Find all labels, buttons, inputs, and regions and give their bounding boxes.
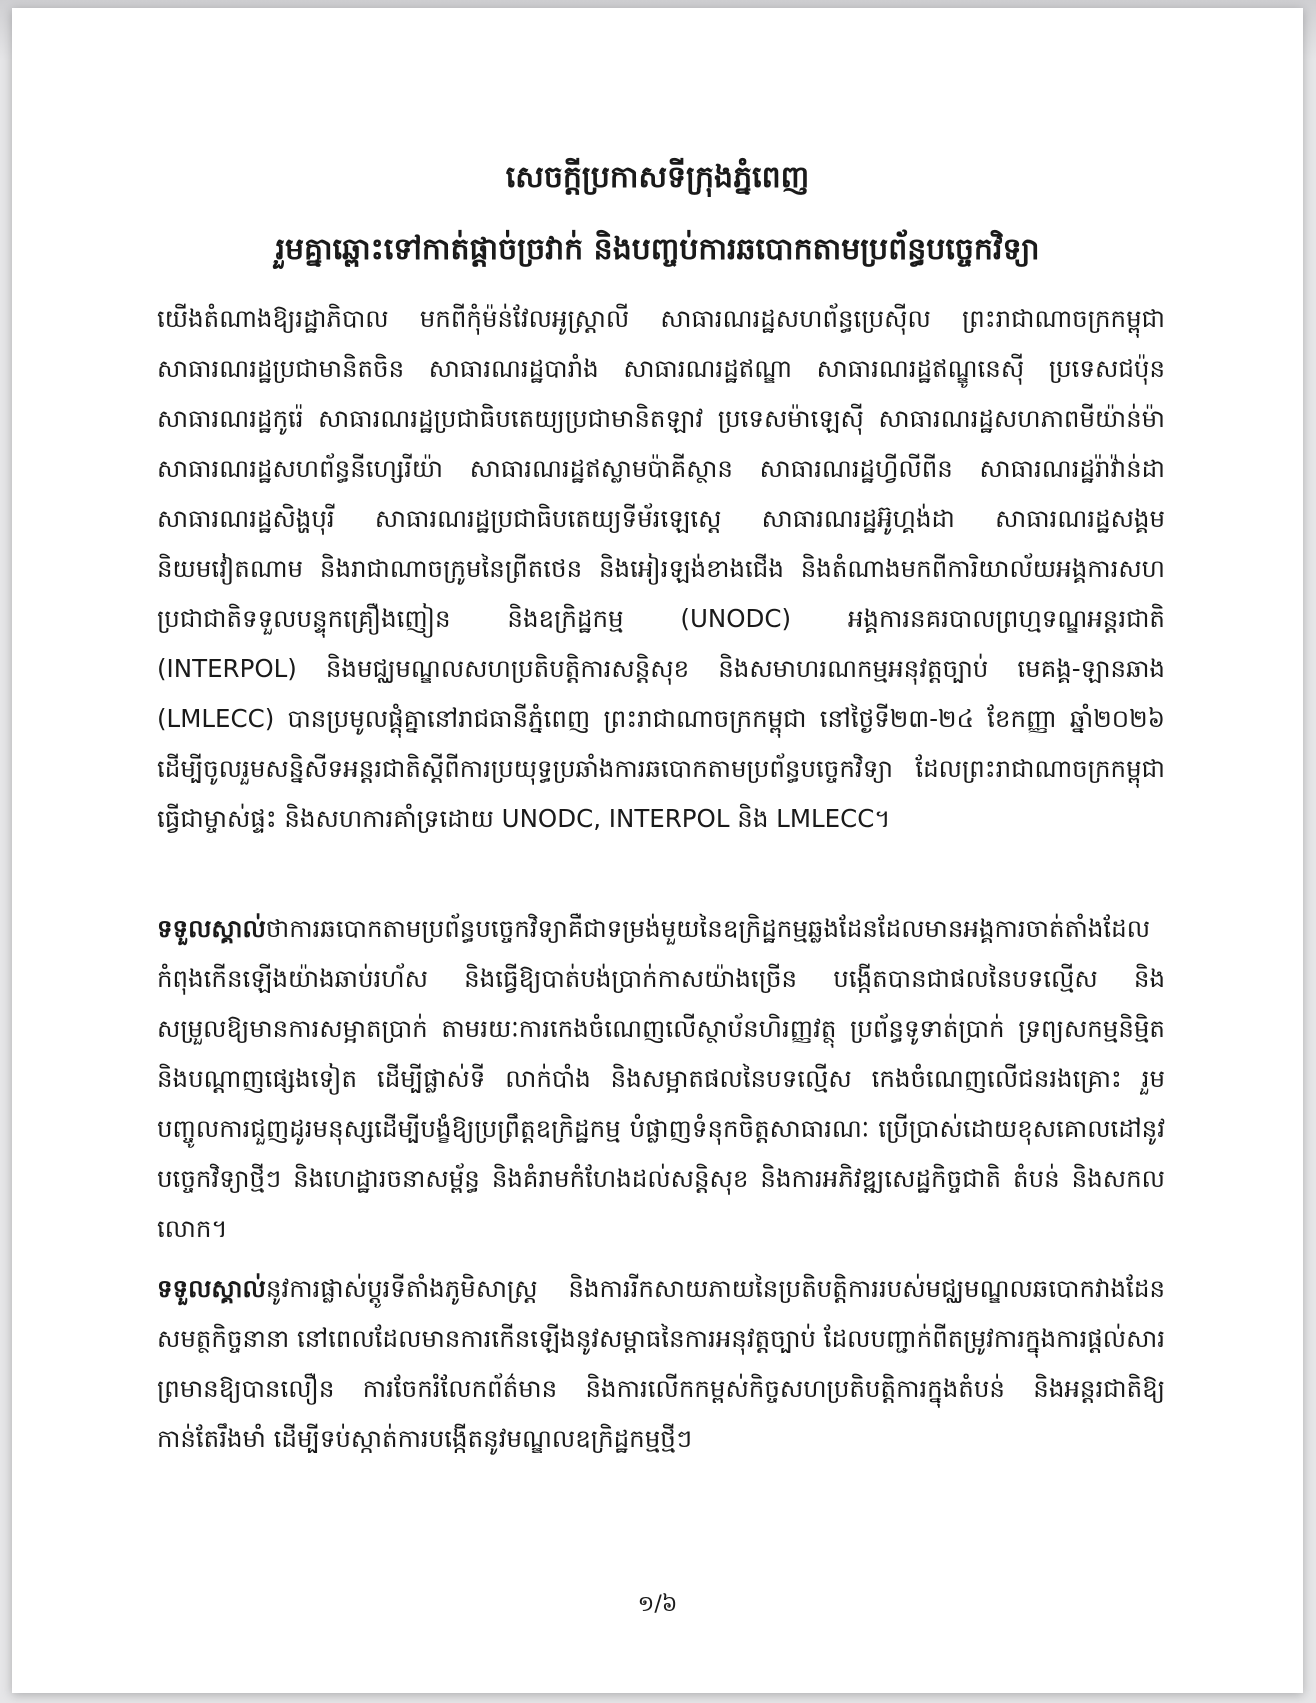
paragraph-recognition-1 xyxy=(157,904,1165,1254)
paragraph-recognition-2 xyxy=(157,1264,1165,1464)
document-subtitle: រួមគ្នាឆ្ពោះទៅកាត់ផ្តាច់ច្រវាក់ និងបញ្ចប់ការឆបោកតាមប្រព័ន្ធបច្ចេកវិទ្យា xyxy=(275,232,1040,267)
paragraph-body: ថាការឆបោកតាមប្រព័ន្ធបច្ចេកវិទ្យាគឺជាទម្រង់មួយនៃឧក្រិដ្ឋកម្មឆ្លងដែនដែលមានអង្គការចាត់តាំងដែលកំពុងកើនឡើងយ៉ាងឆាប់រហ័ស និងធ្វើឱ្យបាត់បង់ប្រាក់កាសយ៉ាងច្រើន បង្កើតបានជាផលនៃបទល្មើស និងសម្រួលឱ្យមានការសម្អាតប្រាក់ តាមរយៈការកេងចំណេញលើស្ថាប័នហិរញ្ញវត្ថុ ប្រព័ន្ធទូទាត់ប្រាក់ ទ្រព្យសកម្មនិម្មិត និងបណ្តាញផ្សេងទៀត ដើម្បីផ្លាស់ទី លាក់បាំង និងសម្អាតផលនៃបទល្មើស កេងចំណេញលើជនរងគ្រោះ រួមបញ្ចូលការជួញដូរមនុស្សដើម្បីបង្ខំឱ្យប្រព្រឹត្តឧក្រិដ្ឋកម្ម បំផ្លាញទំនុកចិត្តសាធារណៈ ប្រើប្រាស់ដោយខុសគោលដៅនូវបច្ចេកវិទ្យាថ្មីៗ និងហេដ្ឋារចនាសម្ព័ន្ធ និងគំរាមកំហែងដល់សន្តិសុខ និងការអភិវឌ្ឍសេដ្ឋកិច្ចជាតិ តំបន់ និងសកលលោក។ xyxy=(157,914,1165,1243)
document-page xyxy=(12,8,1303,1693)
paragraph-lead-word: ទទួលស្គាល់ xyxy=(157,914,266,943)
page-number: ១/៦ xyxy=(637,1592,678,1617)
paragraph-body: នូវការផ្លាស់ប្តូរទីតាំងភូមិសាស្ត្រ និងការរីកសាយភាយនៃប្រតិបត្តិការរបស់មជ្ឈមណ្ឌលឆបោកវាងដែនសមត្ថកិច្ចនានា នៅពេលដែលមានការកើនឡើងនូវសម្ពាធនៃការអនុវត្តច្បាប់ ដែលបញ្ជាក់ពីតម្រូវការក្នុងការផ្តល់សារព្រមានឱ្យបានលឿន ការចែករំលែកព័ត៌មាន និងការលើកកម្ពស់កិច្ចសហប្រតិបត្តិការក្នុងតំបន់ និងអន្តរជាតិឱ្យកាន់តែរឹងមាំ ដើម្បីទប់ស្កាត់ការបង្កើតនូវមណ្ឌលឧក្រិដ្ឋកម្មថ្មីៗ xyxy=(157,1274,1165,1453)
paragraph-lead-word: ទទួលស្គាល់ xyxy=(157,1274,266,1303)
document-title: សេចក្តីប្រកាសទីក្រុងភ្នំពេញ xyxy=(505,160,810,195)
paragraph-participants: យើងតំណាងឱ្យរដ្ឋាភិបាល មកពីកុំម៉ន់វែលអូស្ត្រាលី សាធារណរដ្ឋសហព័ន្ធប្រេស៊ីល ព្រះរាជាណាចក្រកម្ពុជា សាធារណរដ្ឋប្រជាមានិតចិន សាធារណរដ្ឋបារាំង សាធារណរដ្ឋឥណ្ឌា សាធារណរដ្ឋឥណ្ឌូនេស៊ី ប្រទេសជប៉ុន សាធារណរដ្ឋកូរ៉េ សាធារណរដ្ឋប្រជាធិបតេយ្យប្រជាមានិតឡាវ ប្រទេសម៉ាឡេស៊ី សាធារណរដ្ឋសហភាពមីយ៉ាន់ម៉ា សាធារណរដ្ឋសហព័ន្ធនីហ្សេរីយ៉ា សាធារណរដ្ឋឥស្លាមប៉ាគីស្ថាន សាធារណរដ្ឋហ្វីលីពីន សាធារណរដ្ឋរ៉ាវ៉ាន់ដា សាធារណរដ្ឋសិង្ហបុរី សាធារណរដ្ឋប្រជាធិបតេយ្យទីម័រឡេស្តេ សាធារណរដ្ឋអ៊ូហ្គង់ដា សាធារណរដ្ឋសង្គមនិយមវៀតណាម និងរាជាណាចក្រូមនៃព្រីតថេន និងអៀរឡង់ខាងជើង និងតំណាងមកពីការិយាល័យអង្គការសហប្រជាជាតិទទួលបន្ទុកគ្រឿងញៀន និងឧក្រិដ្ឋកម្ម (UNODC) អង្គការនគរបាលព្រហ្មទណ្ឌអន្តរជាតិ (INTERPOL) និងមជ្ឈមណ្ឌលសហប្រតិបត្តិការសន្តិសុខ និងសមាហរណកម្មអនុវត្តច្បាប់ មេគង្គ-ឡានឆាង (LMLECC) បានប្រមូលផ្តុំគ្នានៅរាជធានីភ្នំពេញ ព្រះរាជាណាចក្រកម្ពុជា នៅថ្ងៃទី២៣-២៤ ខែកញ្ញា ឆ្នាំ២០២៦ ដើម្បីចូលរួមសន្និសីទអន្តរជាតិស្តីពីការប្រយុទ្ធប្រឆាំងការឆបោកតាមប្រព័ន្ធបច្ចេកវិទ្យា ដែលព្រះរាជាណាចក្រកម្ពុជាធ្វើជាម្ចាស់ផ្ទះ និងសហការគាំទ្រដោយ UNODC, INTERPOL និង LMLECC។ xyxy=(157,304,1165,833)
